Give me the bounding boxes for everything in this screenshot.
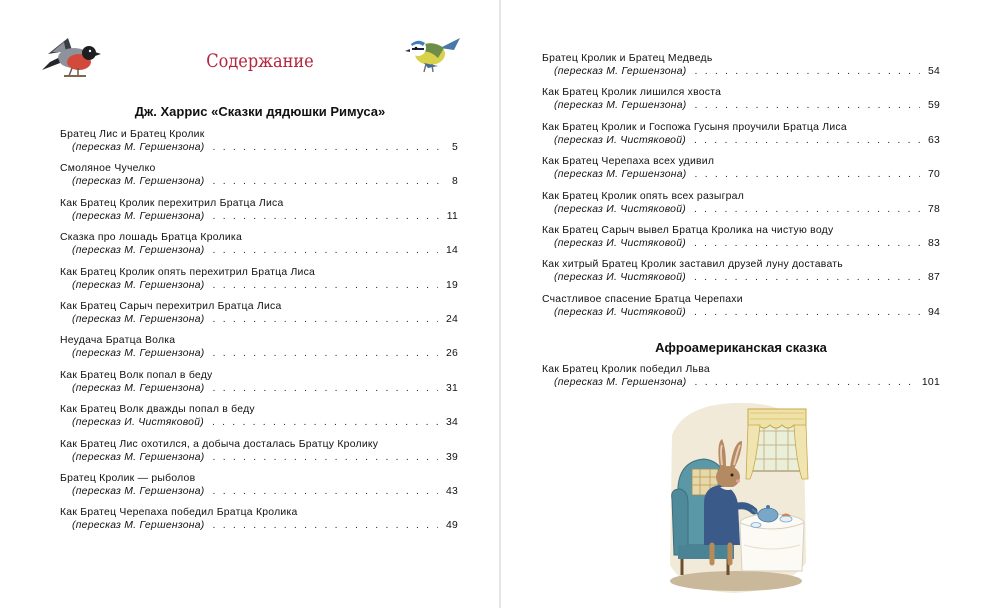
entry-page-number: 31 xyxy=(445,382,458,394)
entry-page-number: 63 xyxy=(927,134,940,146)
toc-entry[interactable] xyxy=(60,197,458,231)
toc-entry[interactable] xyxy=(60,403,458,437)
blue-tit-bird-icon xyxy=(402,30,462,76)
toc-entry[interactable] xyxy=(60,438,458,472)
entry-page-number: 11 xyxy=(446,210,458,222)
leader-dots xyxy=(695,65,920,79)
leader-dots xyxy=(213,210,439,224)
toc-entry[interactable] xyxy=(542,121,940,155)
leader-dots xyxy=(694,134,920,148)
entry-page-number: 49 xyxy=(445,520,458,532)
bullfinch-bird-icon xyxy=(38,32,104,80)
leader-dots xyxy=(695,376,914,390)
entry-title: Как Братец Лис охотился, а добыча досталась Братцу Кролику xyxy=(60,438,379,450)
entry-title: Как Братец Кролик лишился хвоста xyxy=(542,87,722,99)
entry-title: Как Братец Черепаха победил Братца Кролика xyxy=(60,507,298,519)
toc-entry[interactable] xyxy=(60,506,458,540)
entry-credit: (пересказ М. Гершензона) xyxy=(554,169,687,181)
entry-page-number: 70 xyxy=(927,169,940,181)
entry-credit: (пересказ И. Чистяковой) xyxy=(554,272,686,284)
entry-credit: (пересказ М. Гершензона) xyxy=(72,520,205,532)
leader-dots xyxy=(694,203,920,217)
entry-page-number: 43 xyxy=(445,485,458,497)
entry-credit: (пересказ М. Гершензона) xyxy=(72,382,205,394)
leader-dots xyxy=(694,237,920,251)
entry-page-number: 39 xyxy=(445,451,458,463)
toc-entry[interactable] xyxy=(542,293,940,327)
toc-entry[interactable] xyxy=(60,128,458,162)
entry-title: Как Братец Кролик опять всех разыграл xyxy=(542,190,745,202)
entry-page-number: 78 xyxy=(927,203,940,215)
toc-entry[interactable] xyxy=(60,231,458,265)
entry-title: Счастливое спасение Братца Черепахи xyxy=(542,293,743,305)
leader-dots xyxy=(213,141,440,155)
entry-title: Как Братец Кролик и Госпожа Гусыня проучили Братца Лиса xyxy=(542,121,847,133)
entry-title: Смоляное Чучелко xyxy=(60,163,156,175)
entry-credit: (пересказ М. Гершензона) xyxy=(72,451,205,463)
entry-page-number: 24 xyxy=(445,313,458,325)
entry-page-number: 101 xyxy=(921,377,940,388)
toc-entry[interactable] xyxy=(60,334,458,368)
leader-dots xyxy=(212,416,438,430)
leader-dots xyxy=(213,175,440,189)
entry-title: Как Братец Кролик опять перехитрил Братца Лиса xyxy=(60,266,316,278)
toc-entry[interactable] xyxy=(60,369,458,403)
leader-dots xyxy=(213,519,438,533)
entry-credit: (пересказ М. Гершензона) xyxy=(72,245,205,257)
entry-credit: (пересказ М. Гершензона) xyxy=(554,377,687,388)
entry-title: Как хитрый Братец Кролик заставил друзей луну доставать xyxy=(542,259,843,271)
entry-title: Братец Кролик и Братец Медведь xyxy=(542,53,713,64)
entry-credit: (пересказ М. Гершензона) xyxy=(72,279,205,291)
leader-dots xyxy=(213,382,438,396)
contents-title: Содержание xyxy=(206,50,314,72)
section-heading-harris: Дж. Харрис «Сказки дядюшки Римуса» xyxy=(134,104,386,119)
entry-title: Как Братец Черепаха всех удивил xyxy=(542,156,715,168)
toc-entry[interactable] xyxy=(542,224,940,258)
leader-dots xyxy=(213,451,438,465)
toc-entry[interactable] xyxy=(542,363,940,397)
leader-dots xyxy=(213,244,438,258)
rabbit-in-armchair-illustration xyxy=(664,395,810,595)
entry-page-number: 19 xyxy=(445,279,458,291)
toc-entry[interactable] xyxy=(542,86,940,120)
entry-page-number: 83 xyxy=(927,237,940,249)
entry-credit: (пересказ М. Гершензона) xyxy=(72,313,205,325)
toc-entry[interactable] xyxy=(60,300,458,334)
toc-entry[interactable] xyxy=(542,258,940,292)
toc-right xyxy=(542,52,940,327)
entry-credit: (пересказ М. Гершензона) xyxy=(72,142,205,153)
entry-credit: (пересказ И. Чистяковой) xyxy=(554,203,686,215)
toc-entry[interactable] xyxy=(542,52,940,86)
leader-dots xyxy=(695,168,920,182)
entry-credit: (пересказ И. Чистяковой) xyxy=(72,417,204,429)
toc-entry[interactable] xyxy=(542,155,940,189)
entry-title: Как Братец Кролик победил Льва xyxy=(542,364,710,375)
leader-dots xyxy=(213,313,438,327)
entry-page-number: 94 xyxy=(927,306,940,318)
entry-title: Как Братец Кролик перехитрил Братца Лиса xyxy=(60,197,284,209)
entry-title: Как Братец Сарыч вывел Братца Кролика на чистую воду xyxy=(542,224,834,236)
toc-entry[interactable] xyxy=(60,162,458,196)
entry-credit: (пересказ И. Чистяковой) xyxy=(554,134,686,146)
toc-entry[interactable] xyxy=(60,472,458,506)
entry-credit: (пересказ М. Гершензона) xyxy=(554,100,687,112)
toc-left xyxy=(60,128,458,541)
entry-page-number: 8 xyxy=(451,176,458,188)
entry-page-number: 59 xyxy=(927,100,940,112)
entry-title: Как Братец Волк дважды попал в беду xyxy=(60,404,255,416)
entry-credit: (пересказ И. Чистяковой) xyxy=(554,306,686,318)
entry-page-number: 14 xyxy=(445,245,458,257)
entry-credit: (пересказ М. Гершензона) xyxy=(72,176,205,188)
entry-credit: (пересказ М. Гершензона) xyxy=(72,348,205,360)
entry-page-number: 26 xyxy=(445,348,458,360)
entry-page-number: 34 xyxy=(445,417,458,429)
toc-entry[interactable] xyxy=(542,190,940,224)
entry-title: Сказка про лошадь Братца Кролика xyxy=(60,232,242,244)
entry-credit: (пересказ И. Чистяковой) xyxy=(554,237,686,249)
entry-credit: (пересказ М. Гершензона) xyxy=(72,485,205,497)
leader-dots xyxy=(694,306,920,320)
entry-title: Как Братец Сарыч перехитрил Братца Лиса xyxy=(60,300,282,312)
entry-title: Братец Лис и Братец Кролик xyxy=(60,129,205,140)
entry-title: Неудача Братца Волка xyxy=(60,335,176,347)
toc-right-2 xyxy=(542,363,940,397)
entry-credit: (пересказ М. Гершензона) xyxy=(554,66,687,77)
leader-dots xyxy=(695,99,920,113)
entry-credit: (пересказ М. Гершензона) xyxy=(72,210,205,222)
entry-page-number: 87 xyxy=(927,272,940,284)
section-heading-afroamerican: Афроамериканская сказка xyxy=(655,340,827,355)
entry-title: Как Братец Волк попал в беду xyxy=(60,369,213,381)
entry-page-number: 5 xyxy=(451,142,458,153)
entry-title: Братец Кролик — рыболов xyxy=(60,472,196,484)
toc-entry[interactable] xyxy=(60,266,458,300)
leader-dots xyxy=(213,485,438,499)
leader-dots xyxy=(694,271,920,285)
leader-dots xyxy=(213,279,438,293)
leader-dots xyxy=(213,347,438,361)
entry-page-number: 54 xyxy=(927,66,940,77)
